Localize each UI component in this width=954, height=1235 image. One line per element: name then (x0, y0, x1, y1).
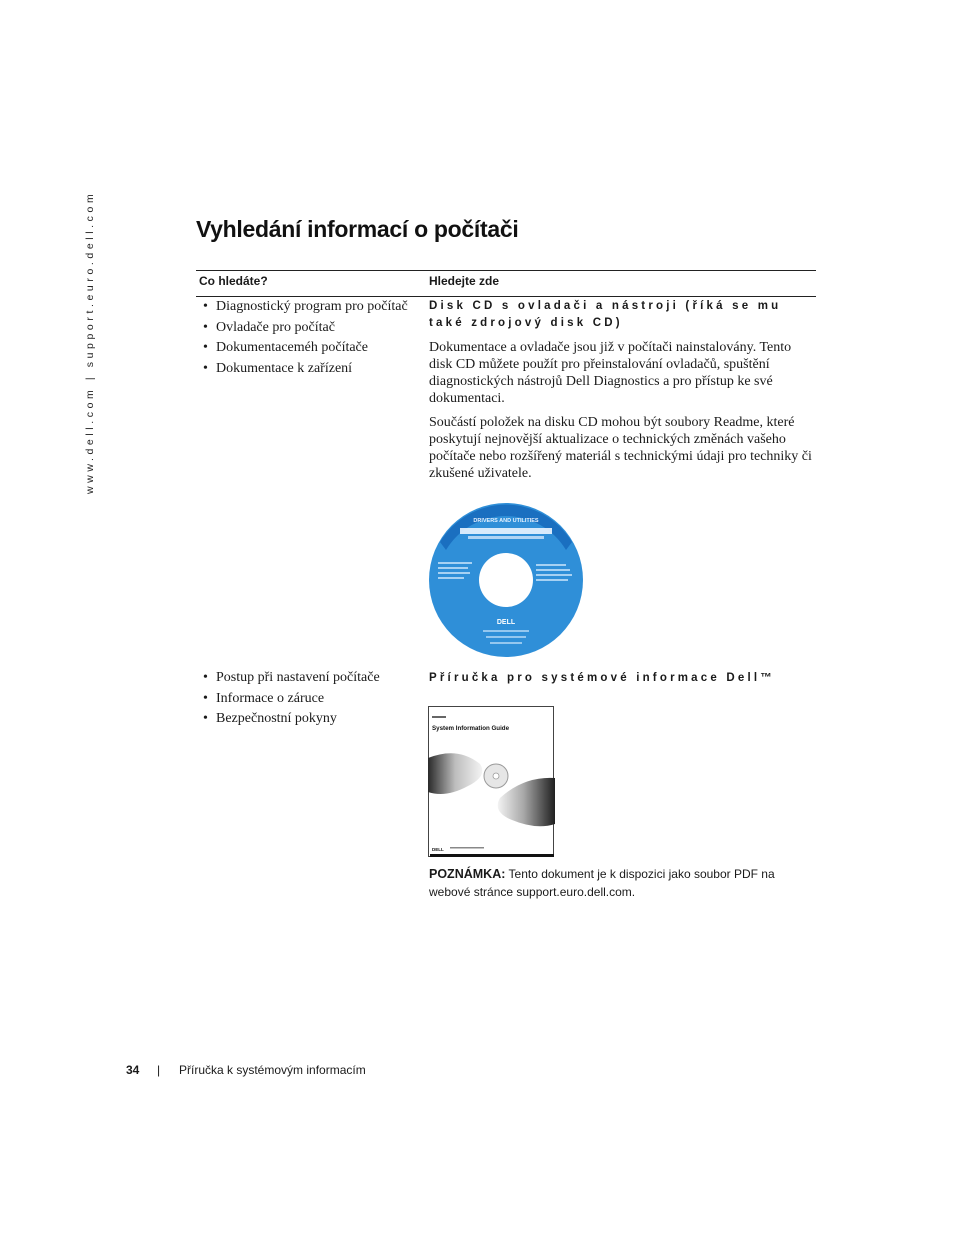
list-item: • Informace o záruce (203, 689, 380, 710)
booklet-cover-title: System Information Guide (432, 725, 510, 732)
row2-source-title: Příručka pro systémové informace Dell™ (429, 672, 775, 684)
list-item: • Bezpečnostní pokyny (203, 709, 380, 730)
page-number: 34 (126, 1063, 140, 1077)
column-header-where: Hledejte zde (429, 274, 500, 288)
note-text: Tento dokument je k dispozici jako soubor PDF na webové stránce support.euro.dell.com. (429, 867, 775, 899)
note-label: POZNÁMKA: (429, 867, 506, 881)
list-item: • Dokumentaceméh počítače (203, 338, 408, 359)
guide-booklet-icon (428, 706, 555, 858)
list-item: • Diagnostický program pro počítač (203, 297, 408, 318)
list-item: • Postup při nastavení počítače (203, 668, 380, 689)
page-title: Vyhledání informací o počítači (196, 216, 519, 242)
row1-paragraph-2: Součástí položek na disku CD mohou být soubory Readme, které poskytují nejnovější aktualizace o technických změnách vašeho počítače nebo rozšířený materiál s technickými údaji pro techniky či zkušené uživatele. (429, 415, 812, 481)
cd-label-top: DRIVERS AND UTILITIES (473, 518, 539, 524)
row1-paragraph-1: Dokumentace a ovladače jsou již v počítači nainstalovány. Tento disk CD můžete použít pro přeinstalování ovladačů, spuštění diagnostických nástrojů Dell Diagnostics a pro přístup ke své dokumentaci. (429, 340, 792, 406)
list-item: • Dokumentace k zařízení (203, 359, 408, 380)
booklet-brand-logo: DELL (432, 847, 444, 852)
footer-separator: | (157, 1063, 161, 1077)
row2-topic-list (203, 668, 380, 730)
side-url: www.dell.com | support.euro.dell.com (84, 190, 96, 494)
cd-disc-icon (428, 502, 584, 658)
table-top-rule (196, 270, 816, 271)
cd-brand-logo: DELL (496, 619, 516, 626)
note (429, 865, 819, 901)
row1-topic-list (203, 297, 408, 379)
column-header-what: Co hledáte? (199, 274, 268, 288)
list-item: • Ovladače pro počítač (203, 318, 408, 339)
row1-source-title: Disk CD s ovladači a nástroji (říká se mu také zdrojový disk CD) (429, 300, 782, 329)
footer-doc-title: Příručka k systémovým informacím (179, 1063, 366, 1077)
